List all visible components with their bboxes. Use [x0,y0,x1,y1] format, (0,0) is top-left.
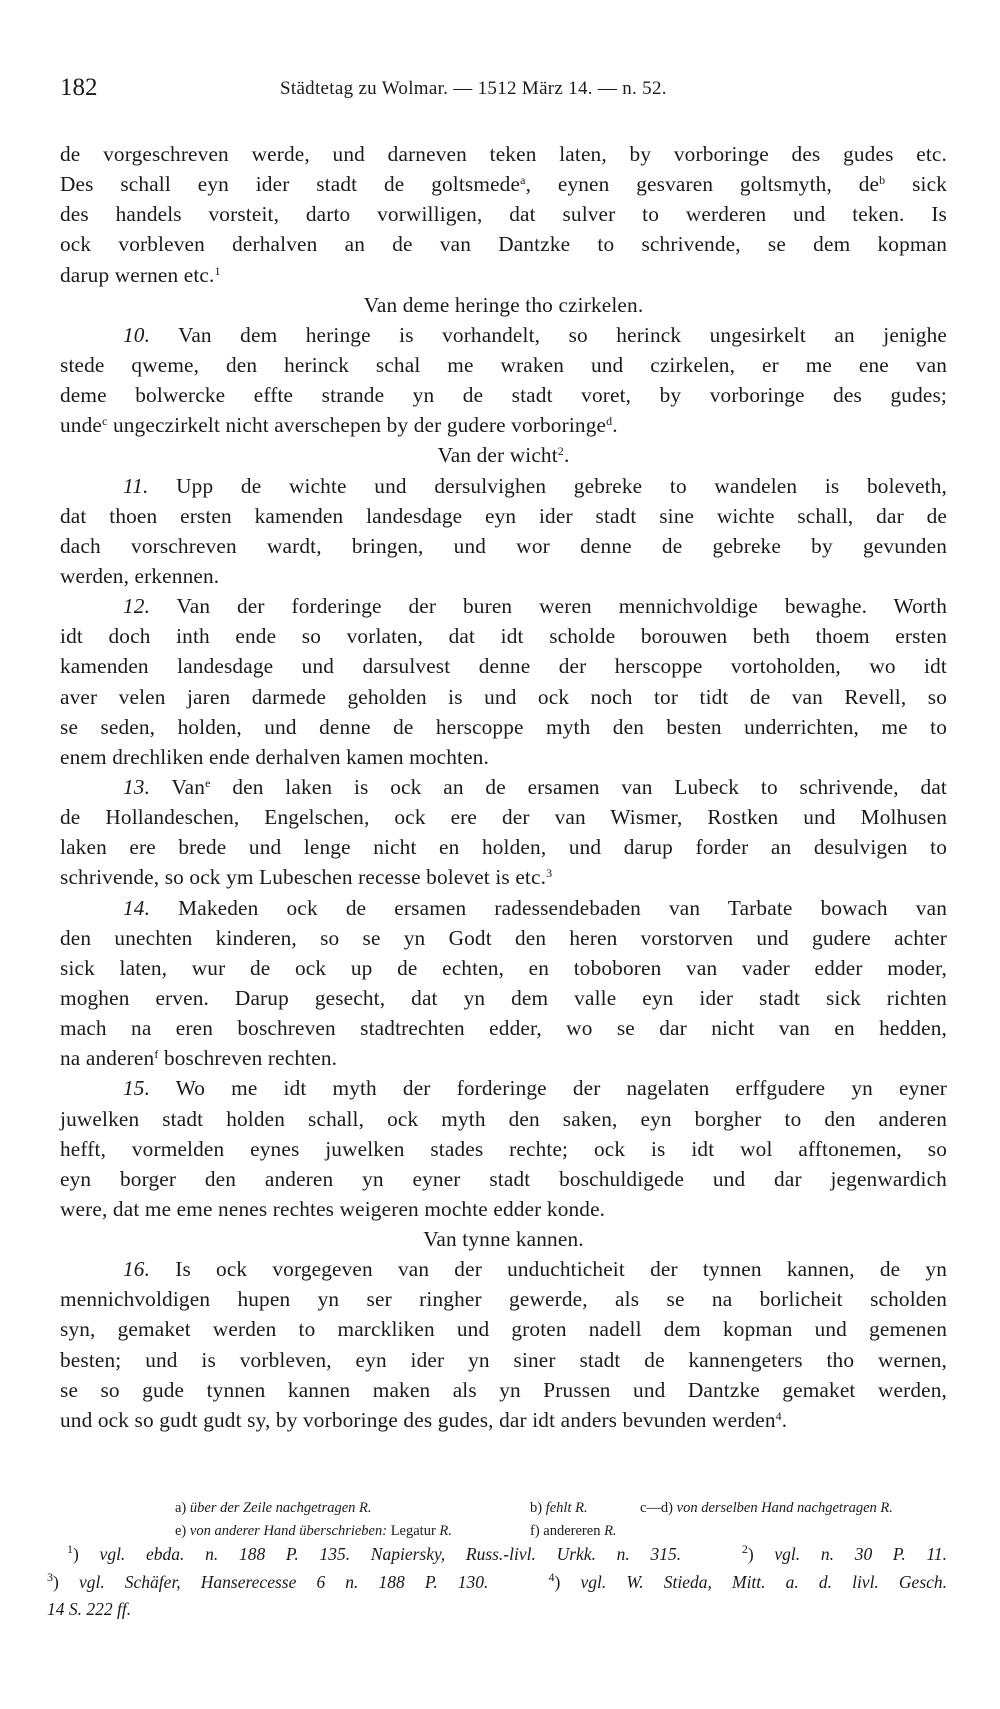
text-line: den unechten kinderen, so se yn Godt den heren vorstorven und gudere achter [60,925,947,950]
footnote-mark: 4 [775,1408,782,1423]
section-heading: Van der wicht$^2$. [437,443,570,468]
variant-note-mark: a [520,173,526,188]
text-line: hefft, vormelden eynes juwelken stades rechte; ock is idt wol afftonemen, so [60,1136,947,1161]
running-title: Städtetag zu Wolmar. — 1512 März 14. — n. 52. [280,78,667,99]
variant-note: a) über der Zeile nachgetragen R. [175,1500,372,1516]
variant-note-mark: c [102,414,108,429]
text-line: se seden, holden, und denne de herscoppe myth den besten underrichten, me to [60,714,947,739]
text-line: stede qweme, den herinck schal me wraken und czirkelen, er me ene van [60,352,947,377]
text-line: de Hollandeschen, Engelschen, ock ere der van Wismer, Rostken und Molhusen [60,805,947,830]
paragraph-12: 12. Van der forderinge der buren weren mennichvoldige bewaghe. Worth [123,594,947,619]
footnote-line: 14 S. 222 ff. [47,1599,132,1620]
variant-note-mark: b [879,173,886,188]
text-line: eyn borger den anderen yn eyner stadt boschuldigede und dar jegenwardich [60,1166,947,1191]
footnote-4: vgl. W. Stieda, Mitt. a. d. livl. Gesch. [580,1571,948,1592]
section-heading: Van deme heringe tho czirkelen. [363,292,644,317]
variant-note-mark: e [205,775,211,790]
paragraph-13: 13. Van$^e$ den laken is ock an de ersamen van Lubeck to schrivende, dat [123,774,947,799]
text-line: Des schall eyn ider stadt de goltsmede$^a$, eynen gesvaren goltsmyth, $de^b$ sick [60,172,947,197]
footnote-3: vgl. Schäfer, Hanserecesse 6 n. 188 P. 130. [78,1571,489,1592]
text-line: enem drechliken ende derhalven kamen mochten. [60,744,489,769]
variant-note-mark: d [606,414,613,429]
text-line: darup wernen etc.$^1$ [60,262,221,287]
text-line: moghen erven. Darup gesecht, dat yn dem valle eyn ider stadt sick richten [60,985,947,1010]
text-line: ock vorbleven derhalven an de van Dantzke to schrivende, se dem kopman [60,232,947,257]
main-text [60,139,947,1435]
text-line: mennichvoldigen hupen yn ser ringher gewerde, als se na borlicheit scholden [60,1287,947,1312]
text-line: schrivende, so ock ym Lubeschen recesse bolevet is etc.$^3$ [60,865,553,890]
text-line: unde$^c$ ungeczirkelt nicht averschepen by der gudere vorboringe$^d$. [60,413,618,438]
paragraph-number: 15. [123,1076,151,1101]
paragraph-15: 15. Wo me idt myth der forderinge der nagelaten erffgudere yn eyner [123,1076,948,1101]
variant-notes-line [60,1497,947,1520]
section-heading: Van tynne kannen. [423,1227,584,1252]
paragraph-14: 14. Makeden ock de ersamen radessendebaden van Tarbate bowach van [123,895,947,920]
paragraph-11: 11. Upp de wichte und dersulvighen gebreke to wandelen is boleveth, [123,473,947,498]
text-line: juwelken stadt holden schall, ock myth den saken, eyn borgher to den anderen [60,1106,947,1131]
text-line: sick laten, wur de ock up de echten, en toboboren van vader edder moder, [60,955,947,980]
text-line: se so gude tynnen kannen maken als yn Prussen und Dantzke gemaket werden, [60,1377,947,1402]
paragraph-number: 12. [123,594,151,619]
text-line: kamenden landesdage und darsulvest denne der herscoppe vortoholden, wo idt [60,654,947,679]
paragraph-number: 13. [123,774,151,799]
footnote-mark: 2 [557,444,564,459]
page-header [60,74,940,114]
footnote-line: $^3$) vgl. Schäfer, Hanserecesse 6 n. 188 P. 130. $^4$) vgl. W. Stieda, Mitt. a. d. livl. Gesch. [47,1569,948,1592]
variant-notes-line [60,1520,947,1543]
text-line: syn, gemaket werden to marckliken und groten nadell dem kopman und gemenen [60,1317,947,1342]
variant-note: c—d) von derselben Hand nachgetragen R. [640,1500,893,1516]
text-line: des handels vorsteit, darto vorwilligen, dat sulver to werderen und teken. Is [60,202,947,227]
footnote-mark: 3 [546,866,553,881]
text-line: dat thoen ersten kamenden landesdage eyn ider stadt sine wichte schall, dar de [60,503,947,528]
paragraph-number: 10. [123,322,151,347]
text-line: de vorgeschreven werde, und darneven teken laten, by vorboringe des gudes etc. [60,142,947,166]
text-line: mach na eren boschreven stadtrechten edder, wo se dar nicht van en hedden, [60,1016,947,1041]
paragraph-16: 16. Is ock vorgegeven van der unduchticheit der tynnen kannen, de yn [123,1257,947,1282]
text-line: werden, erkennen. [60,563,220,588]
page-number: 182 [60,74,98,101]
footnote-2: vgl. n. 30 P. 11. [774,1544,948,1564]
footnote-1: vgl. ebda. n. 188 P. 135. Napiersky, Russ.-livl. Urkk. n. 315. [99,1544,682,1564]
paragraph-number: 14. [123,895,151,920]
text-line: laken ere brede und lenge nicht en holden, und darup forder an desulvigen to [60,835,947,860]
variant-note: b) fehlt R. [530,1500,588,1516]
footnotes [47,1541,947,1624]
text-line: aver velen jaren darmede geholden is und ock noch tor tidt de van Revell, so [60,684,947,709]
variant-notes [60,1497,947,1543]
text-line: deme bolwercke effte strande yn de stadt voret, by vorboringe des gudes; [60,383,947,408]
variant-note: e) von anderer Hand überschrieben: Legatur R. [175,1523,452,1539]
variant-note: f) andereren R. [530,1523,617,1539]
text-line: idt doch inth ende so vorlaten, dat idt scholde borouwen beth thoem ersten [60,624,947,649]
paragraph-10: 10. Van dem heringe is vorhandelt, so herinck ungesirkelt an jenighe [123,322,947,347]
footnote-line: $^1$) vgl. ebda. n. 188 P. 135. Napiersky, Russ.-livl. Urkk. n. 315. $^2$) vgl. n. 30 P. 11. [67,1542,948,1564]
paragraph-number: 11. [123,473,149,498]
footnote-mark: 1 [214,263,221,278]
text-line: und ock so gudt gudt sy, by vorboringe des gudes, dar idt anders bevunden werden$^4$. [60,1407,788,1432]
variant-note-mark: f [154,1047,159,1062]
paragraph-number: 16. [123,1257,151,1282]
text-line: dach vorschreven wardt, bringen, und wor denne de gebreke by gevunden [60,533,947,558]
text-line: besten; und is vorbleven, eyn ider yn siner stadt de kannengeters tho wernen, [60,1347,947,1372]
text-line: na anderen$^f$ boschreven rechten. [60,1046,338,1071]
text-line: were, dat me eme nenes rechtes weigeren mochte edder konde. [60,1196,606,1221]
